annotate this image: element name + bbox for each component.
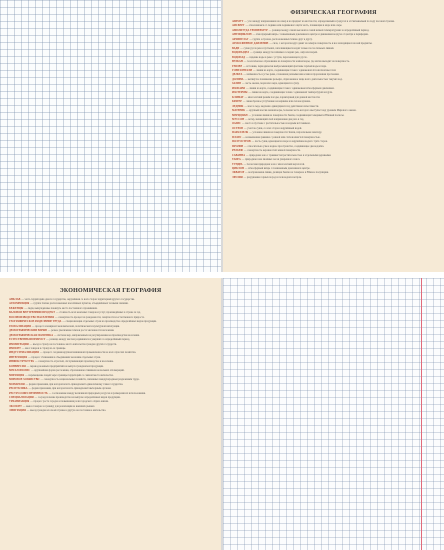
glossary-definition: — система мер, направленных на регулирование воспроизводства населения. xyxy=(53,333,140,337)
glossary-definition: — ввоз товаров в страну из-за границы. xyxy=(21,346,66,350)
glossary-term: АГЛОМЕРАЦИЯ xyxy=(9,302,30,306)
glossary-term: ОСТРОВ xyxy=(232,126,243,130)
glossary-definition: — многолетний режим погоды, характерный для данной местности. xyxy=(244,95,321,99)
glossary-definition: — часть территории одного государства, окружённая со всех сторон территорией другого государства. xyxy=(21,298,135,301)
top-page-spread xyxy=(0,0,444,272)
economic-geography-reference-page xyxy=(0,278,221,550)
glossary-definition: — процесс роста городов и повышения роли городского образа жизни. xyxy=(30,400,109,404)
glossary-term: РЕЛЬЕФ xyxy=(232,149,243,153)
glossary-term: АНКЛАВ xyxy=(9,298,21,301)
glossary-definition: — люди, вынужденные покинуть место постоянного проживания. xyxy=(24,306,98,310)
glossary-definition: — падение воды в реке с уступа, пересекающего русло. xyxy=(246,55,308,59)
glossary-term: ЗАЛИВ xyxy=(232,82,241,86)
glossary-term: ДЕЛЬТА xyxy=(232,73,243,77)
glossary-term: МАТЕРИК xyxy=(232,109,246,113)
glossary-definition: — совокупность процессов рождаемости, смертности и естественного прироста. xyxy=(54,315,145,319)
physical-geography-reference-page xyxy=(223,0,444,272)
glossary-definition: — условная линия на поверхности Земли, соединяющая Северный и Южный полюсы. xyxy=(248,113,345,117)
glossary-definition: — совокупность неровностей земной поверхности. xyxy=(243,149,301,153)
glossary-entry xyxy=(232,176,435,180)
glossary-term: ЦИКЛОН xyxy=(232,166,244,170)
glossary-term: ИНТЕГРАЦИЯ xyxy=(9,355,28,359)
glossary-term: АЗИМУТ xyxy=(232,20,244,23)
glossary-term: МЕРИДИАН xyxy=(232,113,248,117)
glossary-definition: — место в пустыне с растительностью и водным источником. xyxy=(241,122,311,126)
glossary-term: ПЛАТО xyxy=(232,135,242,139)
glossary-definition: — часть океана, моря или озера, вдающаяся в сушу. xyxy=(241,82,300,86)
glossary-definition: — условная линия на поверхности Земли, параллельная экватору. xyxy=(249,131,322,135)
glossary-definition: — участок суши, со всех сторон окружённый водой. xyxy=(243,126,302,130)
glossary-definition: — чашеобразное углубление на вершине или склоне вулкана. xyxy=(242,100,311,104)
glossary-definition: — атмосферный вихрь с повышенным давлением в центре и движением воздуха от центра к периферии. xyxy=(252,33,369,37)
glossary-term: АЙСБЕРГ xyxy=(232,24,245,28)
glossary-term: МЕГАЛОПОЛИС xyxy=(9,369,31,373)
glossary-definition: — масса льда, медленно движущаяся под действием силы тяжести. xyxy=(244,104,319,108)
glossary-term: ЭКСПОРТ xyxy=(9,404,22,408)
glossary-definition: — перемещение людей через границы территорий со сменой места жительства. xyxy=(25,373,114,377)
glossary-definition: — низменность в устье реки, сложенная речными наносами и прорезанная протоками. xyxy=(243,73,340,77)
glossary-term: ГОРИЗОНТАЛИ xyxy=(232,68,253,72)
page-title: ФИЗИЧЕСКАЯ ГЕОГРАФИЯ xyxy=(290,10,377,16)
glossary-entry xyxy=(9,409,212,413)
glossary-term: ЭКВАТОР xyxy=(232,171,245,175)
glossary-definition: — совокупность национальных хозяйств, связанных международным разделением труда. xyxy=(40,378,140,382)
glossary-definition: — форма правления, при которой власть принадлежит выборным органам. xyxy=(28,387,112,391)
glossary-term: ДЕМОГРАФИЧЕСКАЯ ПОЛИТИКА xyxy=(9,333,53,337)
glossary-definition: — природная зона хвойных лесов умеренного пояса. xyxy=(241,158,301,162)
glossary-term: ПАРАЛЛЕЛЬ xyxy=(232,131,249,135)
glossary-term: ЭМИГРАЦИЯ xyxy=(9,409,26,413)
bottom-page-spread xyxy=(0,278,444,550)
glossary-term: ЛЕДНИК xyxy=(232,104,244,108)
glossary-term: ДЕМОГРАФИЧЕСКИЙ ВЗРЫВ xyxy=(9,329,47,333)
glossary-term: ПОЛУОСТРОВ xyxy=(232,140,251,144)
glossary-term: АРХИПЕЛАГ xyxy=(232,37,249,41)
glossary-term: ВАДИ xyxy=(232,46,240,50)
glossary-term: ТАЙГА xyxy=(232,158,241,162)
glossary-term: ГЛОБАЛИЗАЦИЯ xyxy=(9,324,31,328)
glossary-term: КЛИМАТ xyxy=(232,95,244,99)
glossary-term: РЕСПУБЛИКА xyxy=(9,387,28,391)
glossary-definition: — вывоз товаров за границу для реализации на внешних рынках. xyxy=(22,404,96,408)
glossary-term: ВУЛКАН xyxy=(232,60,243,64)
glossary-definition: — выезд граждан из своей страны в другую на постоянное жительство. xyxy=(26,409,107,413)
glossary-term: ВАЛОВОЙ ВНУТРЕННИЙ ПРОДУКТ xyxy=(9,311,56,315)
glossary-definition: — вытянутое понижение рельефа, образованное чаще всего деятельностью текучих вод. xyxy=(244,77,343,81)
glossary-definition: — граница между бассейнами соседних рек, озёр или морей. xyxy=(250,51,318,55)
glossary-definition: — природная зона с травянистой растительностью и отдельными деревьями. xyxy=(245,153,332,157)
grid-page-bottom-right xyxy=(223,278,444,550)
glossary-term: АМПЛИТУДА ТЕМПЕРАТУР xyxy=(232,28,268,32)
glossary-definition: — воображаемая линия, делящая Землю на Северное и Южное полушария. xyxy=(245,171,329,175)
glossary-definition: — форма правления, при которой власть принадлежит единоличному главе государства. xyxy=(25,382,124,386)
glossary-term: ИНФРАСТРУКТУРА xyxy=(9,360,34,364)
glossary-definition: — перевод военных предприятий на выпуск гражданской продукции. xyxy=(26,364,104,368)
glossary-definition: — источник, периодически выбрасывающий фонтаны горячей воды и пара. xyxy=(243,64,327,68)
glossary-definition: — группа близко расположенных населённых пунктов, объединённых тесными связями. xyxy=(30,302,129,306)
glossary-term: УРБАНИЗАЦИЯ xyxy=(9,400,30,404)
glossary-term: ВОСПРОИЗВОДСТВО НАСЕЛЕНИЯ xyxy=(9,315,54,319)
glossary-term: ГЕЙЗЕР xyxy=(232,64,243,68)
glossary-definition: — линии на карте, соединяющие точки с одинаковым атмосферным давлением. xyxy=(246,86,335,90)
glossary-definition: — возвышенная равнина с ровной или слабоволнистой поверхностью. xyxy=(242,135,321,139)
glossary-definition: — разница между самой высокой и самой низкой температурами за определённый период. xyxy=(268,28,370,32)
glossary-term: САВАННА xyxy=(232,153,245,157)
glossary-term: ИЗОТЕРМЫ xyxy=(232,91,248,95)
glossary-definition: — относительно узкое водное пространство, соединяющее два водоёма. xyxy=(244,144,325,148)
glossary-definition: — ветер, меняющий своё направление два раза в год. xyxy=(245,117,305,121)
glossary-term: СПЕЦИАЛИЗАЦИЯ xyxy=(9,395,34,399)
glossary-definition: — атмосферный вихрь с пониженным давлением в центре. xyxy=(244,166,311,170)
glossary-definition: — линии на карте, соединяющие точки с одинаковой температурой воздуха. xyxy=(248,91,333,95)
glossary-term: ЭРОЗИЯ xyxy=(232,175,243,179)
glossary-term: АТМОСФЕРНОЕ ДАВЛЕНИЕ xyxy=(232,42,269,46)
glossary-definition: — безлесная природная зона с многолетней мерзлотой. xyxy=(243,162,305,166)
glossary-definition: — процесс создания крупной машинной промышленности во всех отраслях хозяйства. xyxy=(39,351,137,355)
glossary-definition: — разрушение горных пород и почв водой и ветром. xyxy=(243,175,302,179)
glossary-definition: — резкое увеличение темпов роста численности населения. xyxy=(47,329,115,333)
glossary-definition: — специализация отдельных стран на производстве определённых видов продукции. xyxy=(62,320,157,324)
glossary-term: МУССОН xyxy=(232,117,245,121)
glossary-term: КОНВЕРСИЯ xyxy=(9,364,26,368)
glossary-term: ВОДОПАД xyxy=(232,55,246,59)
glossary-term: РЕСУРСООБЕСПЕЧЕННОСТЬ xyxy=(9,391,48,395)
glossary-definition: — геологическое образование на поверхности земной коры, где магма выходит на поверхность. xyxy=(243,60,350,64)
glossary-term: ЕСТЕСТВЕННЫЙ ПРИРОСТ xyxy=(9,338,46,342)
glossary-term: ИНДУСТРИАЛИЗАЦИЯ xyxy=(9,351,39,355)
glossary-term: МИГРАЦИЯ xyxy=(9,373,25,377)
glossary-term: ДОЛИНА xyxy=(232,77,244,81)
glossary-term: ВОДОРАЗДЕЛ xyxy=(232,51,250,55)
term-list xyxy=(232,20,435,180)
glossary-definition: — сухие русла рек в пустынях, заполняющиеся водой только после сильных ливней. xyxy=(240,46,335,50)
glossary-term: ОАЗИС xyxy=(232,122,241,126)
glossary-term: КРАТЕР xyxy=(232,100,242,104)
glossary-definition: — процесс сближения и объединения экономик отдельных стран. xyxy=(28,355,101,359)
glossary-term: ИМПОРТ xyxy=(9,346,21,350)
glossary-definition: — стоимость всех конечных товаров и услуг, произведённых в стране за год. xyxy=(56,311,141,315)
glossary-term: ИММИГРАЦИЯ xyxy=(9,342,29,346)
term-list xyxy=(9,298,212,414)
glossary-term: МИРОВОЕ ХОЗЯЙСТВО xyxy=(9,378,40,382)
glossary-definition: — сосредоточение производства на выпуске определённых видов продукции. xyxy=(34,395,121,399)
glossary-term: БЕЖЕНЦЫ xyxy=(9,306,24,310)
page-margin-line xyxy=(421,278,422,550)
glossary-definition: — группа островов, расположенных близко друг к другу. xyxy=(249,37,313,41)
glossary-definition: — соотношение между величиной природных ресурсов и размерами их использования. xyxy=(48,391,146,395)
glossary-definition: — совокупность отраслей, обслуживающих производство и население. xyxy=(34,360,114,364)
glossary-term: ПРОЛИВ xyxy=(232,144,244,148)
glossary-term: ГЕОГРАФИЧЕСКОЕ РАЗДЕЛЕНИЕ ТРУДА xyxy=(9,320,62,324)
glossary-definition: — въезд в страну на постоянное место жительства граждан других государств. xyxy=(29,342,117,346)
glossary-term: ТУНДРА xyxy=(232,162,243,166)
page-title: ЭКОНОМИЧЕСКАЯ ГЕОГРАФИЯ xyxy=(59,288,162,294)
glossary-definition: — крупный массив земной коры, большая часть которого выступает над уровнем Мирового океана. xyxy=(246,109,357,113)
glossary-term: ИЗОБАРЫ xyxy=(232,86,246,90)
glossary-definition: — сила, с которой воздух давит на земную поверхность и все находящиеся на ней предметы. xyxy=(269,42,373,46)
glossary-term: МОНАРХИЯ xyxy=(9,382,25,386)
glossary-definition: — линии на карте, соединяющие точки с одинаковой абсолютной высотой. xyxy=(253,68,337,72)
glossary-definition: — крупнейшая форма расселения, образованная слиянием нескольких агломераций. xyxy=(31,369,125,373)
glossary-definition: — разница между числом родившихся и умерших за определённый период. xyxy=(46,338,131,342)
glossary-definition: — угол между направлением на север и на предмет на местности, определяемый в градусах и отсчитываемый по ходу часовой стрелки. xyxy=(244,20,395,23)
glossary-definition: — часть суши, вдающаяся в море и окружённая водой с трёх сторон. xyxy=(251,140,328,144)
glossary-definition: — процесс всемирной экономической, политической и культурной интеграции. xyxy=(31,324,120,328)
grid-page-top-left xyxy=(0,0,221,272)
glossary-term: АНТИЦИКЛОН xyxy=(232,33,252,37)
glossary-definition: — отколовшаяся от ледника или ледникового щита часть, плавающая в море или озере. xyxy=(245,24,343,28)
